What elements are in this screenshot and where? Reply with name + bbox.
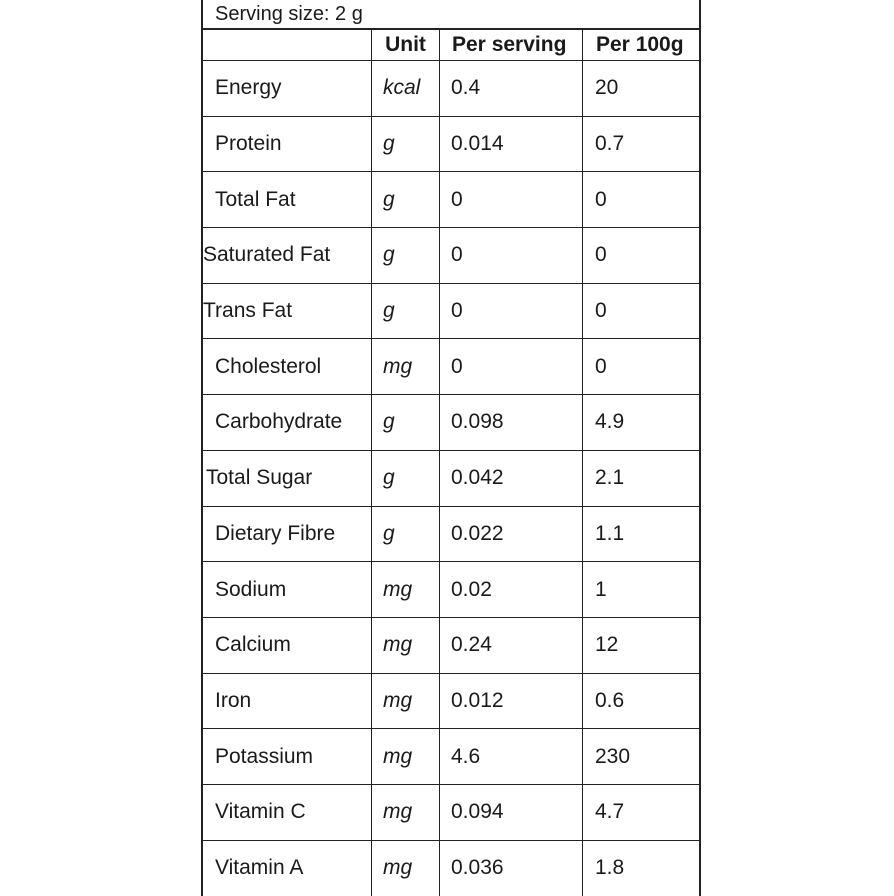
table-row [203, 339, 699, 395]
nutrient-unit: g [371, 284, 439, 339]
table-row [203, 395, 699, 451]
per-100g-value: 0 [582, 339, 699, 394]
serving-size: Serving size: 2 g [203, 0, 699, 30]
nutrient-name: Vitamin C [215, 800, 306, 824]
per-100g-value: 1 [582, 562, 699, 617]
table-row [203, 507, 699, 563]
per-serving-value: 0.098 [439, 395, 582, 450]
table-row [203, 451, 699, 507]
nutrition-table [201, 0, 701, 896]
per-serving-value: 0.02 [439, 562, 582, 617]
table-row [203, 562, 699, 618]
per-serving-value: 0.014 [439, 117, 582, 172]
per-serving-value: 0.036 [439, 841, 582, 896]
per-serving-value: 0 [439, 172, 582, 227]
per-serving-value: 0 [439, 339, 582, 394]
nutrient-name: Energy [215, 76, 282, 100]
per-100g-value: 230 [582, 729, 699, 784]
per-100g-value: 0 [582, 284, 699, 339]
header-per-serving: Per serving [439, 30, 582, 60]
nutrient-name: Calcium [215, 633, 291, 657]
nutrient-unit: mg [371, 674, 439, 729]
per-100g-value: 20 [582, 61, 699, 116]
nutrient-name: Vitamin A [215, 856, 304, 880]
header-per-100g: Per 100g [582, 30, 699, 60]
nutrient-unit: mg [371, 339, 439, 394]
nutrient-name: Iron [215, 688, 252, 712]
per-100g-value: 0 [582, 172, 699, 227]
per-100g-value: 1.1 [582, 507, 699, 562]
nutrient-unit: mg [371, 562, 439, 617]
nutrient-unit: g [371, 172, 439, 227]
per-100g-value: 12 [582, 618, 699, 673]
nutrient-unit: g [371, 228, 439, 283]
table-row [203, 841, 699, 896]
nutrient-name: Total Sugar [206, 466, 313, 490]
nutrient-unit: g [371, 117, 439, 172]
per-serving-value: 0.4 [439, 61, 582, 116]
per-serving-value: 0 [439, 284, 582, 339]
per-100g-value: 4.7 [582, 785, 699, 840]
per-100g-value: 2.1 [582, 451, 699, 506]
nutrient-name: Trans Fat [203, 299, 293, 323]
table-row [203, 729, 699, 785]
nutrient-unit: mg [371, 841, 439, 896]
per-serving-value: 0.094 [439, 785, 582, 840]
nutrient-unit: g [371, 395, 439, 450]
table-row [203, 618, 699, 674]
table-row [203, 284, 699, 340]
table-row [203, 117, 699, 173]
nutrient-unit: mg [371, 729, 439, 784]
table-row [203, 674, 699, 730]
per-100g-value: 0.7 [582, 117, 699, 172]
per-100g-value: 1.8 [582, 841, 699, 896]
table-row [203, 61, 699, 117]
nutrient-unit: mg [371, 785, 439, 840]
per-100g-value: 0 [582, 228, 699, 283]
per-100g-value: 4.9 [582, 395, 699, 450]
per-serving-value: 0 [439, 228, 582, 283]
nutrient-name: Dietary Fibre [215, 521, 336, 545]
per-serving-value: 4.6 [439, 729, 582, 784]
header-nutrient [203, 30, 371, 60]
nutrient-name: Total Fat [215, 187, 296, 211]
nutrient-unit: g [371, 507, 439, 562]
nutrient-unit: g [371, 451, 439, 506]
table-row [203, 228, 699, 284]
nutrient-name: Saturated Fat [203, 243, 331, 267]
nutrient-name: Cholesterol [215, 354, 322, 378]
table-row [203, 785, 699, 841]
nutrient-name: Potassium [215, 744, 314, 768]
header-unit: Unit [371, 30, 439, 60]
per-serving-value: 0.24 [439, 618, 582, 673]
table-header-row [203, 30, 699, 61]
nutrient-unit: mg [371, 618, 439, 673]
nutrient-name: Carbohydrate [215, 410, 343, 434]
per-serving-value: 0.012 [439, 674, 582, 729]
per-serving-value: 0.022 [439, 507, 582, 562]
per-100g-value: 0.6 [582, 674, 699, 729]
nutrient-unit: kcal [371, 61, 439, 116]
nutrient-name: Sodium [215, 577, 287, 601]
nutrient-name: Protein [215, 132, 282, 156]
per-serving-value: 0.042 [439, 451, 582, 506]
table-row [203, 172, 699, 228]
